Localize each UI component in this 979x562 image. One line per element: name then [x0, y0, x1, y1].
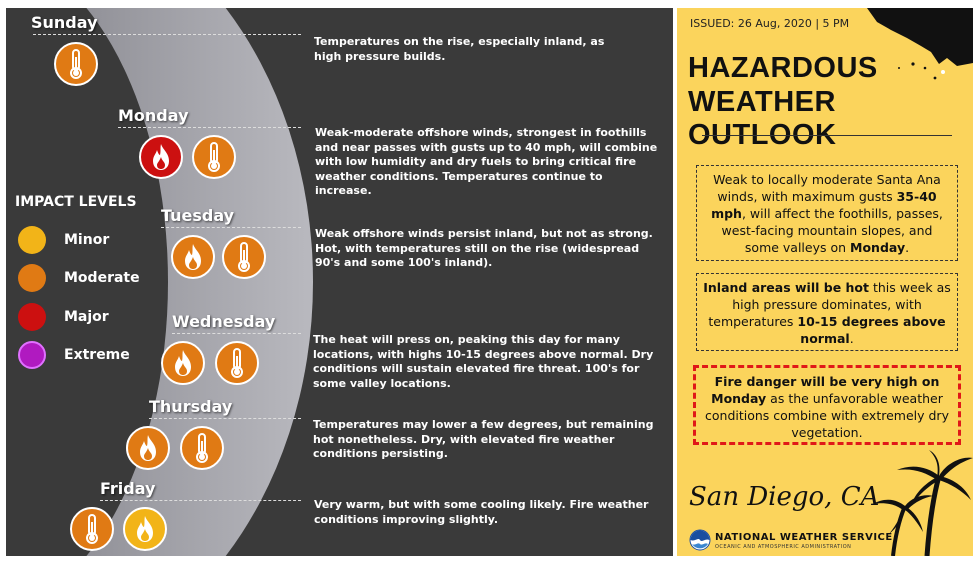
fire-icon — [161, 341, 205, 385]
impact-level-label: Moderate — [64, 270, 140, 286]
divider — [118, 127, 301, 128]
impact-level-label: Extreme — [64, 347, 130, 363]
winds-callout — [696, 165, 958, 261]
thermometer-icon — [54, 42, 98, 86]
day-description: Temperatures on the rise, especially inland, as high pressure builds. — [314, 35, 605, 63]
impact-level-moderate — [18, 264, 140, 292]
day-monday: Monday — [118, 106, 189, 125]
forecast-panel — [6, 8, 673, 556]
divider — [149, 418, 301, 419]
impact-levels-title: IMPACT LEVELS — [15, 194, 137, 210]
day-thursday: Thursday — [149, 397, 233, 416]
extreme-dot — [18, 341, 46, 369]
callout-bold: Fire danger will be very high on Monday — [711, 374, 940, 406]
callout-bold: Monday — [850, 240, 906, 255]
day-description: Temperatures may lower a few degrees, but remaining hot nonetheless. Dry, with elevated fire weather conditions persisting. — [313, 418, 654, 460]
day-tuesday: Tuesday — [161, 206, 235, 225]
callout-text: . — [905, 240, 910, 255]
divider — [33, 34, 301, 35]
day-description: Weak-moderate offshore winds, strongest in foothills and near passes with gusts up to 40 mph, will combine with low humidity and dry fuels to bring critical fire weather conditions. Temperatures continue to increase. — [315, 126, 658, 197]
impact-level-minor — [18, 226, 109, 254]
fire-icon — [139, 135, 183, 179]
title-line-1: HAZARDOUS — [688, 52, 878, 84]
outlook-panel — [677, 8, 973, 556]
day-sunday: Sunday — [31, 13, 98, 32]
agency-name: NATIONAL WEATHER SERVICE — [715, 532, 893, 543]
title-rule — [702, 135, 952, 136]
moderate-dot — [18, 264, 46, 292]
thermometer-icon — [222, 235, 266, 279]
city-name: San Diego, CA — [689, 482, 880, 512]
divider — [100, 500, 301, 501]
impact-level-major — [18, 303, 109, 331]
impact-level-label: Minor — [64, 232, 110, 248]
impact-level-extreme — [18, 341, 130, 369]
thermometer-icon — [192, 135, 236, 179]
callout-text: as the unfavorable weather conditions combine with extremely dry vegetation. — [705, 391, 949, 440]
callout-bold: Inland areas will be hot — [703, 280, 869, 295]
fire-icon — [171, 235, 215, 279]
impact-level-label: Major — [64, 309, 109, 325]
callout-text: , will affect the foothills, passes, west-facing mountain slopes, and some valleys on — [721, 206, 943, 255]
fire-danger-callout — [693, 365, 961, 445]
callout-text: this week as high pressure dominates, with temperatures — [708, 280, 951, 329]
major-dot — [18, 303, 46, 331]
day-description: Weak offshore winds persist inland, but not as strong. Hot, with temperatures still on the rise (widespread 90's and some 100's inland). — [315, 227, 653, 269]
callout-bold: 10-15 degrees above normal — [797, 314, 946, 346]
callout-bold: 35-40 mph — [711, 189, 937, 221]
title-line-2: WEATHER OUTLOOK — [688, 86, 837, 151]
callout-text: Weak to locally moderate Santa Ana winds, with maximum gusts — [713, 172, 941, 204]
day-description: The heat will press on, peaking this day for many locations, with highs 10-15 degrees above normal. Dry conditions will sustain elevated fire threat. 100's for some valley locations. — [313, 333, 654, 390]
callout-text: . — [849, 331, 854, 346]
divider — [172, 333, 301, 334]
day-wednesday: Wednesday — [172, 312, 276, 331]
minor-dot — [18, 226, 46, 254]
thermometer-icon — [180, 426, 224, 470]
agency-subtitle: OCEANIC AND ATMOSPHERIC ADMINISTRATION — [715, 544, 852, 550]
divider — [161, 227, 301, 228]
thermometer-icon — [215, 341, 259, 385]
fire-icon — [126, 426, 170, 470]
thermometer-icon — [70, 507, 114, 551]
day-description: Very warm, but with some cooling likely. Fire weather conditions improving slightly. — [314, 498, 649, 526]
heat-callout — [696, 273, 958, 351]
issued-date: ISSUED: 26 Aug, 2020 | 5 PM — [690, 17, 850, 30]
fire-icon — [123, 507, 167, 551]
day-friday: Friday — [100, 479, 156, 498]
noaa-logo-icon — [689, 529, 711, 551]
